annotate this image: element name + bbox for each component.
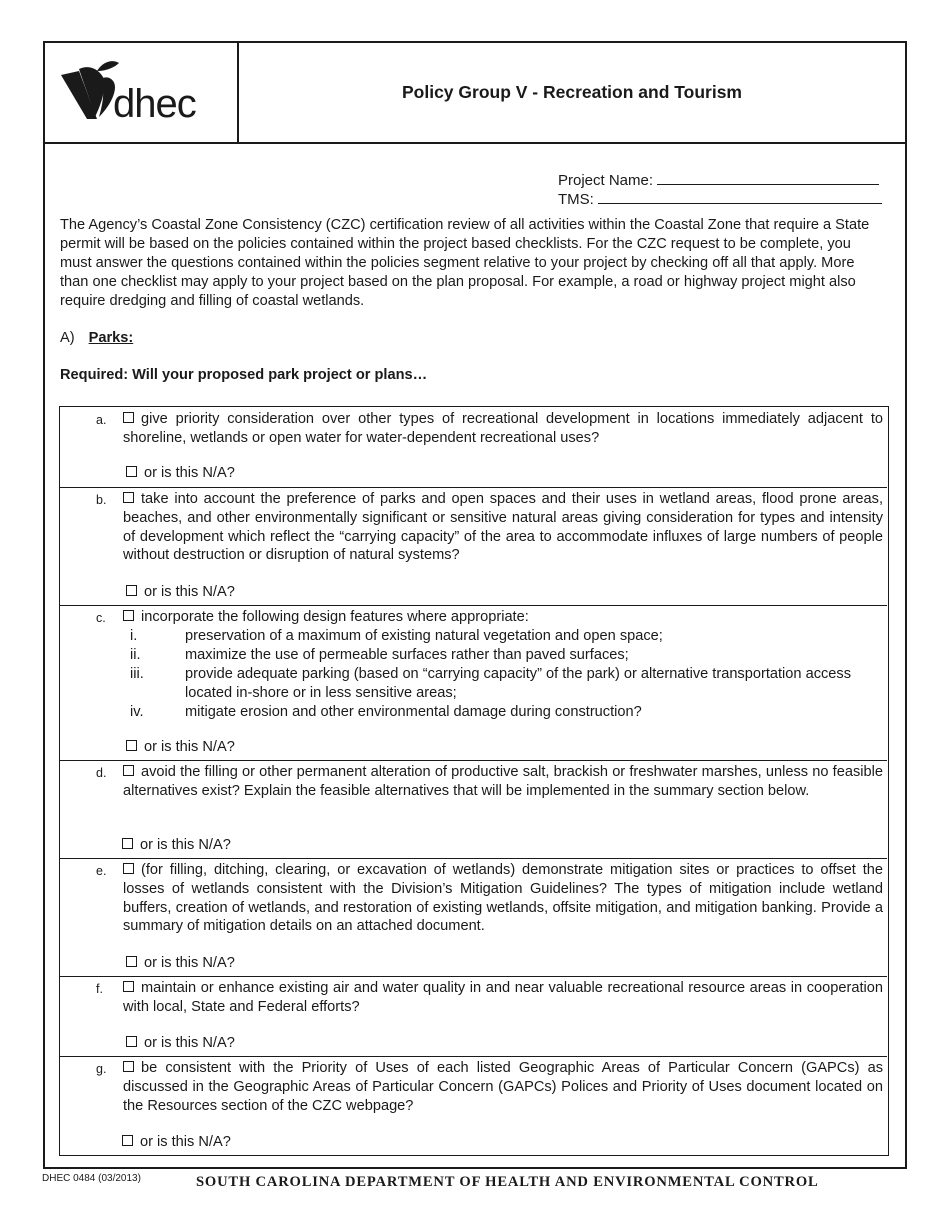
subitem-text: mitigate erosion and other environmental damage during construction? xyxy=(185,704,642,720)
checklist-table xyxy=(59,406,889,1156)
logo-cell xyxy=(45,43,239,142)
na-checkbox[interactable] xyxy=(122,1135,133,1146)
item-question xyxy=(123,763,883,801)
item-index: c. xyxy=(96,611,106,625)
checklist-item-d xyxy=(60,760,887,859)
checklist-item-e xyxy=(60,858,887,977)
section-title: Parks: xyxy=(88,330,134,346)
item-question xyxy=(123,1059,883,1115)
na-option[interactable] xyxy=(122,1134,231,1150)
na-checkbox[interactable] xyxy=(122,838,133,849)
na-option[interactable] xyxy=(126,739,235,755)
item-index: b. xyxy=(96,493,107,507)
item-checkbox[interactable] xyxy=(123,1061,134,1072)
item-text: maintain or enhance existing air and water quality in and near valuable recreational resource areas in cooperation with local, State and Federal efforts? xyxy=(123,980,883,1015)
form-code: DHEC 0484 (03/2013) xyxy=(42,1173,141,1184)
item-checkbox[interactable] xyxy=(123,765,134,776)
project-name-line[interactable] xyxy=(657,170,879,185)
na-option[interactable] xyxy=(126,584,235,600)
item-text: take into account the preference of parks and open spaces and their uses in wetland areas, flood prone areas, beaches, and other environmentally significant or sensitive natural areas giving consideration for types and intensity of development which reflect the “carrying capacity” of the area to accommodate influxes of large numbers of people without destruction or disruption of natural systems? xyxy=(123,491,883,564)
item-text: incorporate the following design features where appropriate: xyxy=(141,609,529,625)
tms-line[interactable] xyxy=(598,189,882,204)
checklist-item-b xyxy=(60,487,887,606)
checklist-item-c xyxy=(60,605,887,761)
na-label: or is this N/A? xyxy=(140,837,231,853)
project-name-label: Project Name: xyxy=(558,172,654,189)
item-index: e. xyxy=(96,864,107,878)
checklist-item-f xyxy=(60,976,887,1057)
na-option[interactable] xyxy=(126,465,235,481)
section-letter: A) xyxy=(60,330,75,346)
intro-paragraph: The Agency’s Coastal Zone Consistency (CZC) certification review of all activities within the Coastal Zone that require a State permit will be based on the policies contained within the project based checklists. For the CZC request to be complete, you must answer the questions contained within the policies segment relative to your project by checking off all that apply. More than one checklist may apply to your project based on the plan proposal. For example, a road or highway project might also require dredging and filling of coastal wetlands. xyxy=(60,217,870,309)
svg-text:dhec: dhec xyxy=(113,82,196,126)
na-label: or is this N/A? xyxy=(144,465,235,481)
na-checkbox[interactable] xyxy=(126,956,137,967)
na-option[interactable] xyxy=(126,955,235,971)
subitem-number: iv. xyxy=(130,704,144,720)
item-index: d. xyxy=(96,766,107,780)
na-checkbox[interactable] xyxy=(126,585,137,596)
project-name-field[interactable] xyxy=(558,170,879,189)
required-prompt: Required: Will your proposed park project or plans… xyxy=(60,367,428,383)
agency-name: SOUTH CAROLINA DEPARTMENT OF HEALTH AND ENVIRONMENTAL CONTROL xyxy=(196,1174,819,1190)
na-option[interactable] xyxy=(126,1035,235,1051)
subitem-number: iii. xyxy=(130,666,144,682)
item-index: f. xyxy=(96,982,103,996)
dhec-logo xyxy=(57,57,227,127)
na-label: or is this N/A? xyxy=(144,955,235,971)
item-text: be consistent with the Priority of Uses of each listed Geographic Areas of Particular Concern (GAPCs) as discussed in the Geographic Areas of Particular Concern (GAPCs) Polices and Priority of Uses document located on the Resources section of the CZC webpage? xyxy=(123,1060,883,1114)
na-checkbox[interactable] xyxy=(126,466,137,477)
item-text: (for filling, ditching, clearing, or excavation of wetlands) demonstrate mitigation sites or practices to offset the losses of wetlands consistent with the Division’s Mitigation Guidelines? The types of mitigation include wetland buffers, creation of wetlands, and restoration of existing wetlands, offsite mitigation, and mitigation banking. Provide a summary of mitigation details on an attached document. xyxy=(123,862,883,935)
item-question xyxy=(123,490,883,565)
na-checkbox[interactable] xyxy=(126,740,137,751)
na-checkbox[interactable] xyxy=(126,1036,137,1047)
item-text: give priority consideration over other types of recreational development in locations immediately adjacent to shoreline, wetlands or open water for water-dependent recreational uses? xyxy=(123,411,883,446)
item-index: g. xyxy=(96,1062,107,1076)
item-question xyxy=(123,861,883,936)
checklist-item-g xyxy=(60,1056,887,1154)
subitem-number: i. xyxy=(130,628,138,644)
section-heading xyxy=(60,330,133,346)
item-text: avoid the filling or other permanent alteration of productive salt, brackish or freshwater marshes, unless no feasible alternatives exist? Explain the feasible alternatives that will be implemented in the summary section below. xyxy=(123,764,883,799)
form-title: Policy Group V - Recreation and Tourism xyxy=(401,82,742,102)
form-header xyxy=(45,43,905,144)
item-checkbox[interactable] xyxy=(123,863,134,874)
na-label: or is this N/A? xyxy=(144,584,235,600)
subitem-number: ii. xyxy=(130,647,141,663)
checklist-item-a xyxy=(60,407,887,488)
tms-field[interactable] xyxy=(558,189,882,208)
item-checkbox[interactable] xyxy=(123,981,134,992)
item-question xyxy=(123,979,883,1017)
na-option[interactable] xyxy=(122,837,231,853)
na-label: or is this N/A? xyxy=(144,739,235,755)
item-checkbox[interactable] xyxy=(123,412,134,423)
na-label: or is this N/A? xyxy=(144,1035,235,1051)
subitem-text: maximize the use of permeable surfaces rather than paved surfaces; xyxy=(185,647,629,663)
subitem-text: preservation of a maximum of existing natural vegetation and open space; xyxy=(185,628,663,644)
item-checkbox[interactable] xyxy=(123,610,134,621)
item-index: a. xyxy=(96,413,107,427)
subitem-text: provide adequate parking (based on “carrying capacity” of the park) or alternative transportation access located in-shore or in less sensitive areas; xyxy=(185,666,851,701)
item-checkbox[interactable] xyxy=(123,492,134,503)
tms-label: TMS: xyxy=(558,191,594,208)
item-question xyxy=(123,410,883,448)
na-label: or is this N/A? xyxy=(140,1134,231,1150)
